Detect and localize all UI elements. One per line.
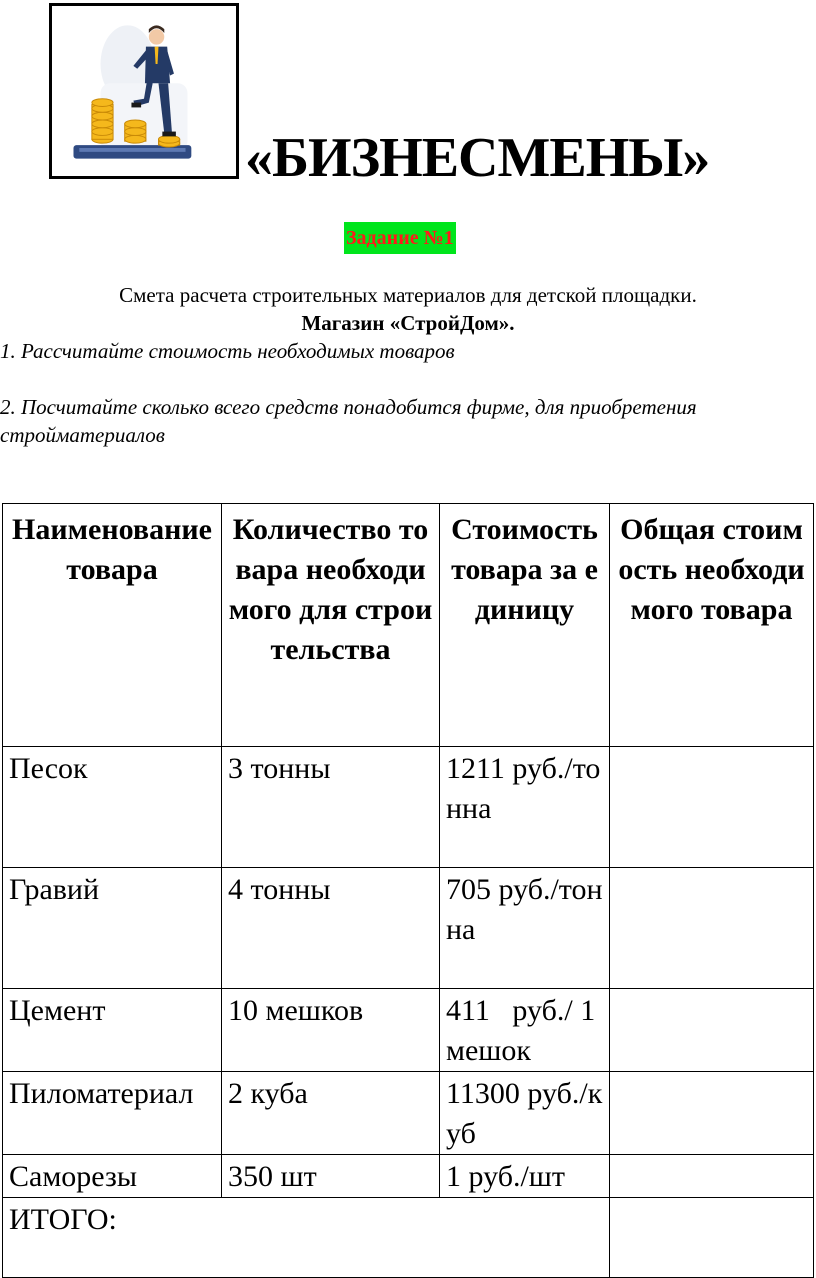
- cell-unit-price: 411 руб./ 1 мешок: [440, 989, 610, 1072]
- table-row: [3, 1155, 814, 1198]
- cell-total[interactable]: [610, 1072, 814, 1155]
- store-name: Магазин «СтройДом».: [301, 311, 515, 335]
- total-label: ИТОГО:: [3, 1198, 610, 1278]
- cell-name: Пиломатериал: [3, 1072, 222, 1155]
- total-value[interactable]: [610, 1198, 814, 1278]
- header-total-cost: Общая стоимость необходимого товара: [610, 504, 814, 747]
- estimate-subtitle: Смета расчета строительных материалов для детской площадки.: [119, 283, 697, 307]
- cell-unit-price: 1211 руб./тонна: [440, 747, 610, 868]
- cell-total[interactable]: [610, 747, 814, 868]
- page-title: «БИЗНЕСМЕНЫ»: [245, 127, 710, 189]
- cell-quantity: 10 мешков: [222, 989, 440, 1072]
- total-row: [3, 1198, 814, 1278]
- table-row: [3, 868, 814, 989]
- cell-name: Песок: [3, 747, 222, 868]
- table-header-row: [3, 504, 814, 747]
- header-quantity: Количество товара необходимого для строительства: [222, 504, 440, 747]
- cell-total[interactable]: [610, 1155, 814, 1198]
- cell-unit-price: 1 руб./шт: [440, 1155, 610, 1198]
- cell-name: Гравий: [3, 868, 222, 989]
- header-unit-price: Стоимость товара за единицу: [440, 504, 610, 747]
- cell-name: Саморезы: [3, 1155, 222, 1198]
- businessman-illustration: [52, 6, 236, 176]
- cell-unit-price: 705 руб./тонна: [440, 868, 610, 989]
- instruction-2: 2. Посчитайте сколько всего средств понадобится фирме, для приобретения стройматериалов: [0, 395, 697, 447]
- cell-total[interactable]: [610, 989, 814, 1072]
- header-name: Наименование товара: [3, 504, 222, 747]
- cell-quantity: 2 куба: [222, 1072, 440, 1155]
- cell-quantity: 3 тонны: [222, 747, 440, 868]
- cell-unit-price: 11300 руб./куб: [440, 1072, 610, 1155]
- task-badge: Задание №1: [344, 222, 456, 254]
- table-row: [3, 1072, 814, 1155]
- cell-total[interactable]: [610, 868, 814, 989]
- cell-name: Цемент: [3, 989, 222, 1072]
- table-row: [3, 989, 814, 1072]
- table-row: [3, 747, 814, 868]
- cell-quantity: 4 тонны: [222, 868, 440, 989]
- cell-quantity: 350 шт: [222, 1155, 440, 1198]
- estimate-table: [2, 503, 814, 1278]
- businessman-logo: [49, 3, 239, 179]
- instruction-1: 1. Рассчитайте стоимость необходимых товаров: [0, 339, 455, 363]
